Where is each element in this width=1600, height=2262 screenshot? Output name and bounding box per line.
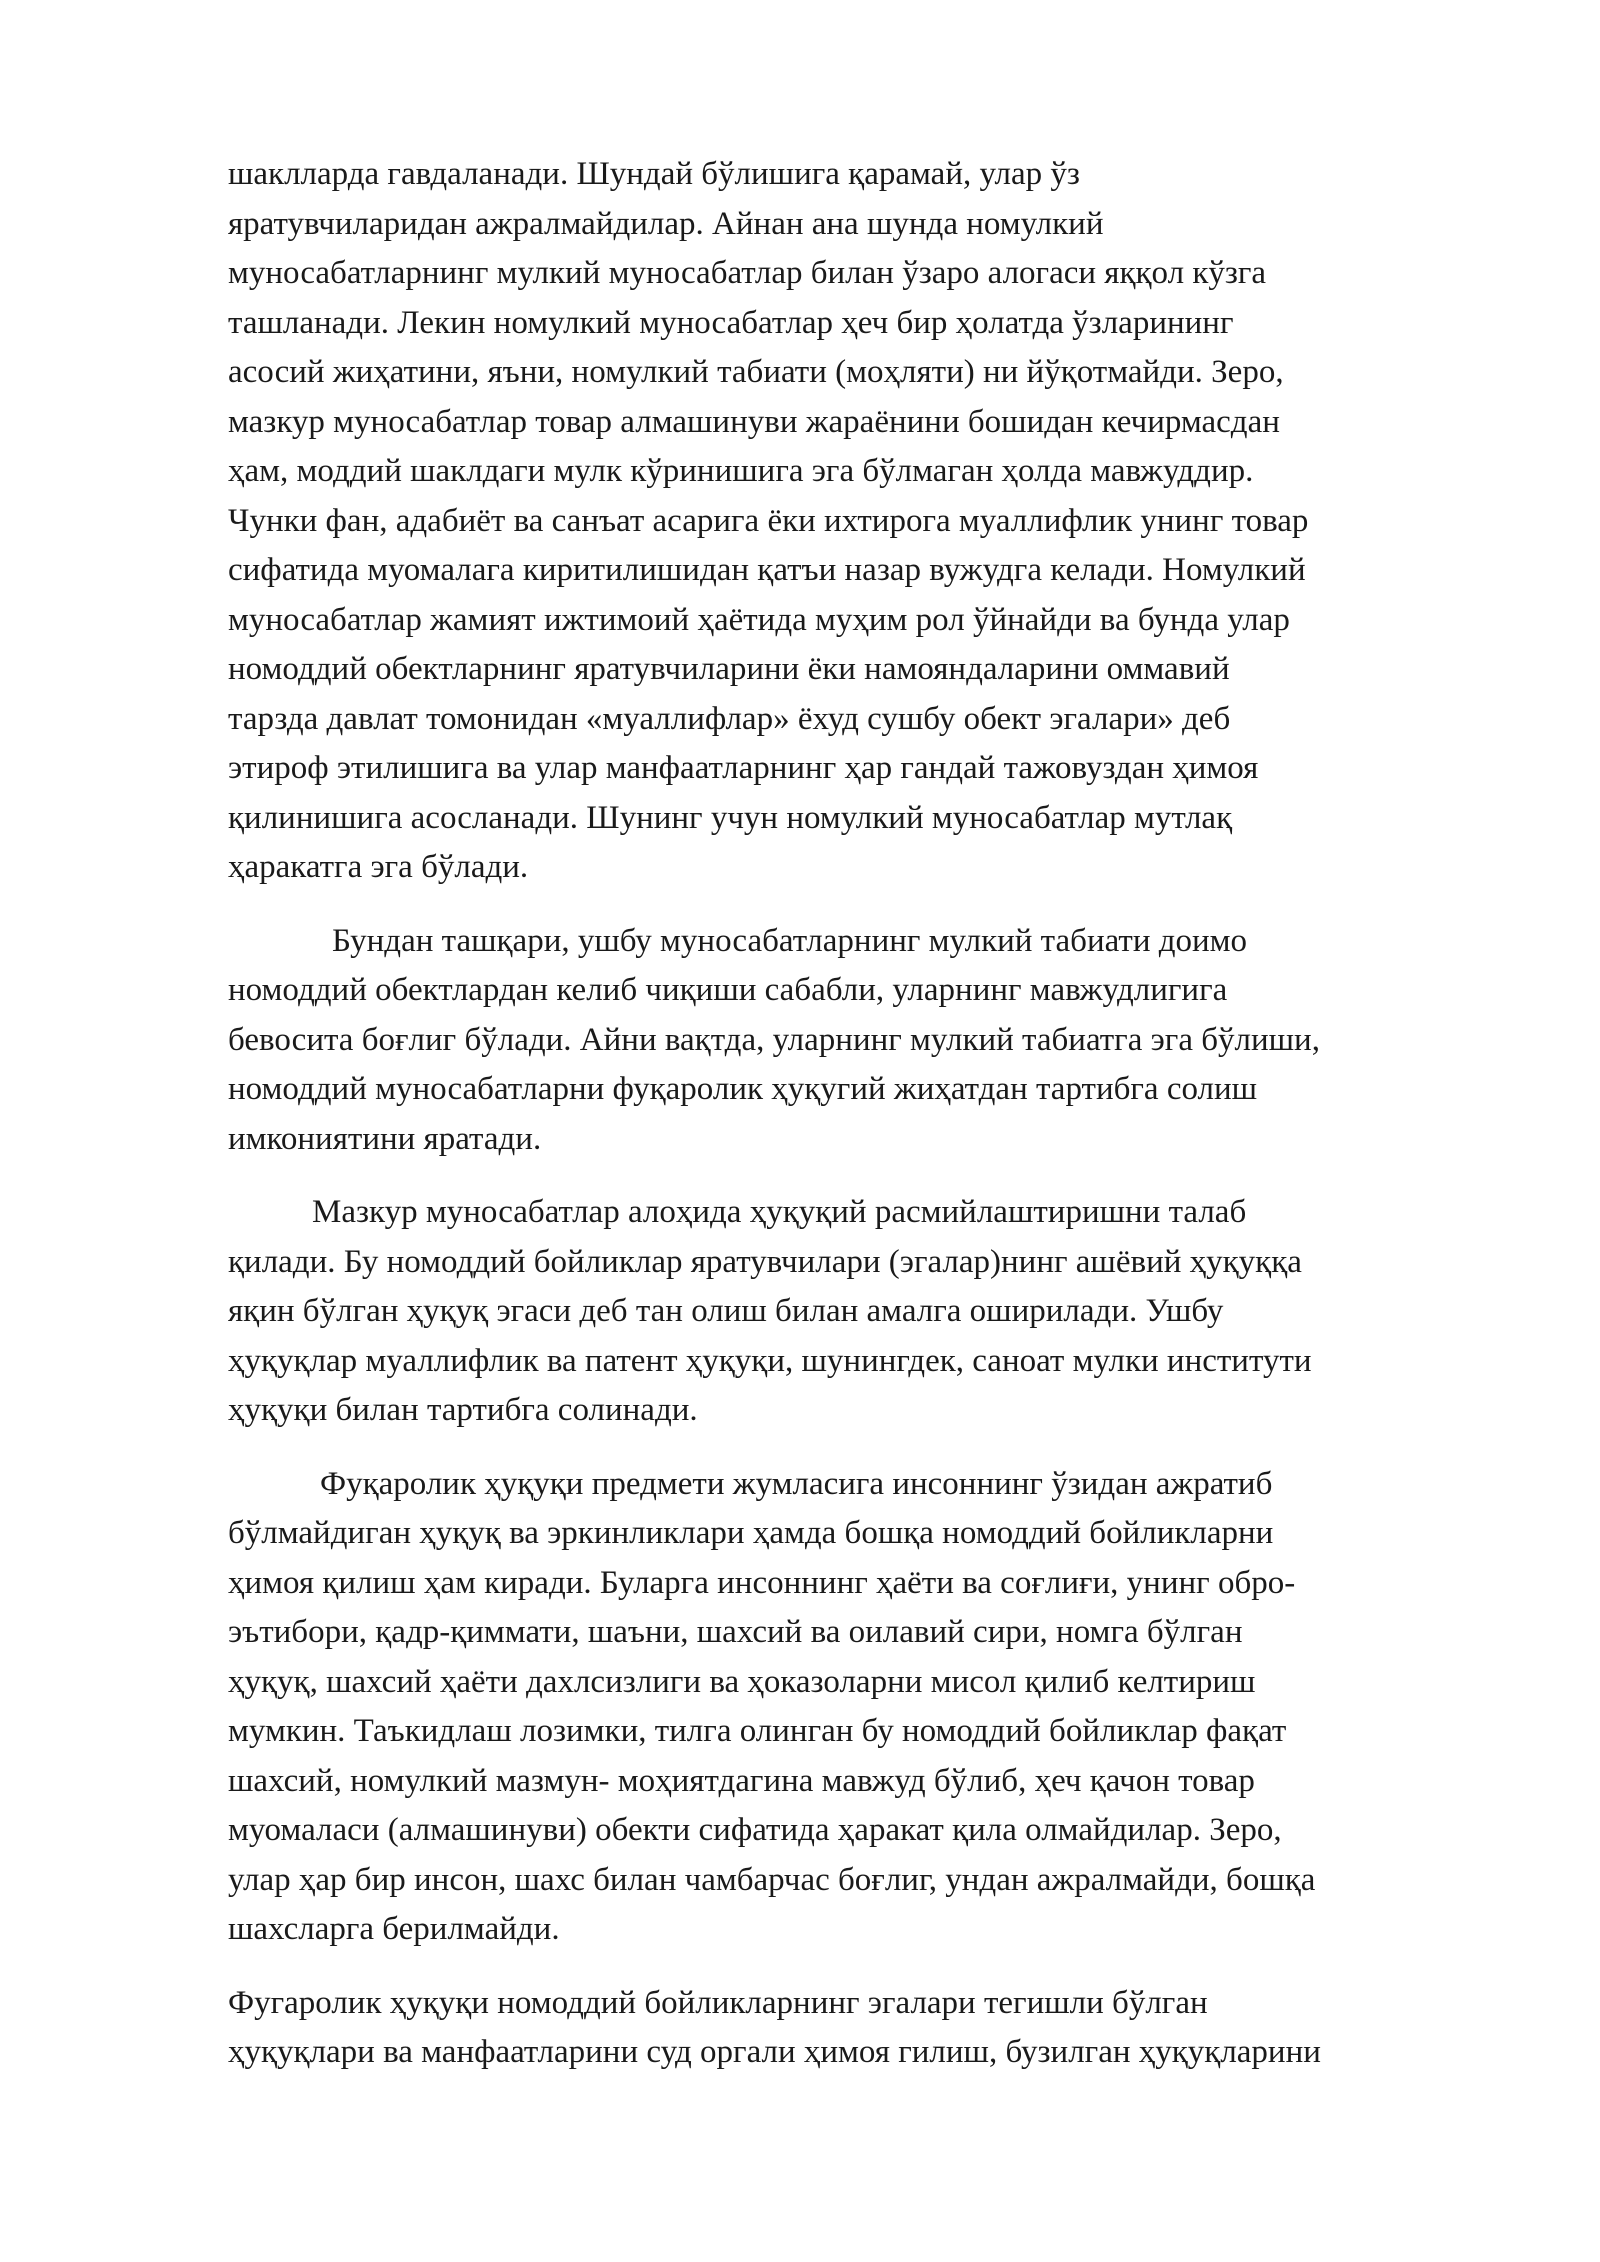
text-line: ҳимоя қилиш ҳам киради. Буларга инсоннинг ҳаёти ва соғлиғи, унинг обро-: [228, 1564, 1296, 1601]
text-line: сифатида муомалага киритилишидан қатъи назар вужудга келади. Номулкий: [228, 552, 1306, 588]
text-line: яқин бўлган ҳуқуқ эгаси деб тан олиш билан амалга оширилади. Ушбу: [228, 1293, 1224, 1329]
text-line: қилади. Бу номоддий бойликлар яратувчилари (эгалар)нинг ашёвий ҳуқуққа: [228, 1243, 1302, 1280]
text-line: мазкур муносабатлар товар алмашинуви жараёнини бошидан кечирмасдан: [228, 403, 1280, 440]
text-line: ҳаракатга эга бўлади.: [228, 849, 529, 885]
text-line: тарзда давлат томонидан «муаллифлар» ёхуд сушбу обект эгалари» деб: [228, 700, 1231, 737]
paragraph-5: [228, 1979, 1488, 2078]
text-line: Мазкур муносабатлар алоҳида ҳуқуқий расмийлаштиришни талаб: [312, 1194, 1247, 1230]
paragraph-1: [228, 150, 1488, 893]
paragraph-4: [228, 1460, 1488, 1955]
text-line: номоддий обектларнинг яратувчиларини ёки намояндаларини оммавий: [228, 651, 1230, 687]
paragraph-2: [228, 917, 1488, 1165]
text-line: ҳуқуқлар муаллифлик ва патент ҳуқуқи, шунингдек, саноат мулки институти: [228, 1342, 1312, 1379]
text-line: бевосита боғлиг бўлади. Айни вақтда, уларнинг мулкий табиатга эга бўлиши,: [228, 1021, 1320, 1058]
text-line: ҳуқуқи билан тартибга солинади.: [228, 1392, 698, 1428]
text-line: яратувчиларидан ажралмайдилар. Айнан ана шунда номулкий: [228, 205, 1104, 242]
document-body: [228, 150, 1488, 2102]
text-line: шахсларга берилмайди.: [228, 1911, 560, 1947]
text-line: улар ҳар бир инсон, шахс билан чамбарчас боғлиг, ундан ажралмайди, бошқа: [228, 1861, 1316, 1898]
text-line: шаклларда гавдаланади. Шундай бўлишига қарамай, улар ўз: [228, 156, 1080, 192]
text-line: ташланади. Лекин номулкий муносабатлар ҳеч бир ҳолатда ўзларининг: [228, 304, 1234, 341]
text-line: этироф этилишига ва улар манфаатларнинг ҳар гандай тажовуздан ҳимоя: [228, 750, 1259, 786]
text-line: номоддий муносабатларни фуқаролик ҳуқугий жиҳатдан тартибга солиш: [228, 1071, 1258, 1107]
text-line: муносабатларнинг мулкий муносабатлар билан ўзаро алогаси яққол кўзга: [228, 255, 1267, 291]
text-line: ҳуқуқ, шахсий ҳаёти дахлсизлиги ва ҳоказоларни мисол қилиб келтириш: [228, 1663, 1256, 1700]
text-line: муносабатлар жамият ижтимоий ҳаётида муҳим рол ўйнайди ва бунда улар: [228, 601, 1290, 638]
text-line: ҳам, моддий шаклдаги мулк кўринишига эга бўлмаган ҳолда мавжуддир.: [228, 453, 1254, 489]
text-line: мумкин. Таъкидлаш лозимки, тилга олинган бу номоддий бойликлар фақат: [228, 1713, 1287, 1749]
text-line: эътибори, қадр-қиммати, шаъни, шахсий ва оилавий сири, номга бўлган: [228, 1614, 1243, 1650]
text-line: асосий жиҳатини, яъни, номулкий табиати (моҳляти) ни йўқотмайди. Зеро,: [228, 354, 1284, 390]
text-line: Фугаролик ҳуқуқи номоддий бойликларнинг эгалари тегишли бўлган: [228, 1984, 1208, 2021]
text-line: қилинишига асосланади. Шунинг учун номулкий муносабатлар мутлақ: [228, 799, 1233, 836]
paragraph-3: [228, 1188, 1488, 1436]
text-line: муомаласи (алмашинуви) обекти сифатида ҳаракат қила олмайдилар. Зеро,: [228, 1812, 1282, 1848]
text-line: Бундан ташқари, ушбу муносабатларнинг мулкий табиати доимо: [332, 922, 1248, 959]
text-line: бўлмайдиган ҳуқуқ ва эркинликлари ҳамда бошқа номоддий бойликларни: [228, 1515, 1274, 1551]
text-line: Фуқаролик ҳуқуқи предмети жумласига инсоннинг ўзидан ажратиб: [320, 1465, 1273, 1502]
text-line: имкониятини яратади.: [228, 1120, 542, 1157]
text-line: ҳуқуқлари ва манфаатларини суд оргали ҳимоя гилиш, бузилган ҳуқуқларини: [228, 2034, 1321, 2070]
text-line: Чунки фан, адабиёт ва санъат асарига ёки ихтирога муаллифлик унинг товар: [228, 502, 1309, 539]
text-line: номоддий обектлардан келиб чиқиши сабабли, уларнинг мавжудлигига: [228, 972, 1228, 1008]
text-line: шахсий, номулкий мазмун- моҳиятдагина мавжуд бўлиб, ҳеч қачон товар: [228, 1762, 1255, 1799]
